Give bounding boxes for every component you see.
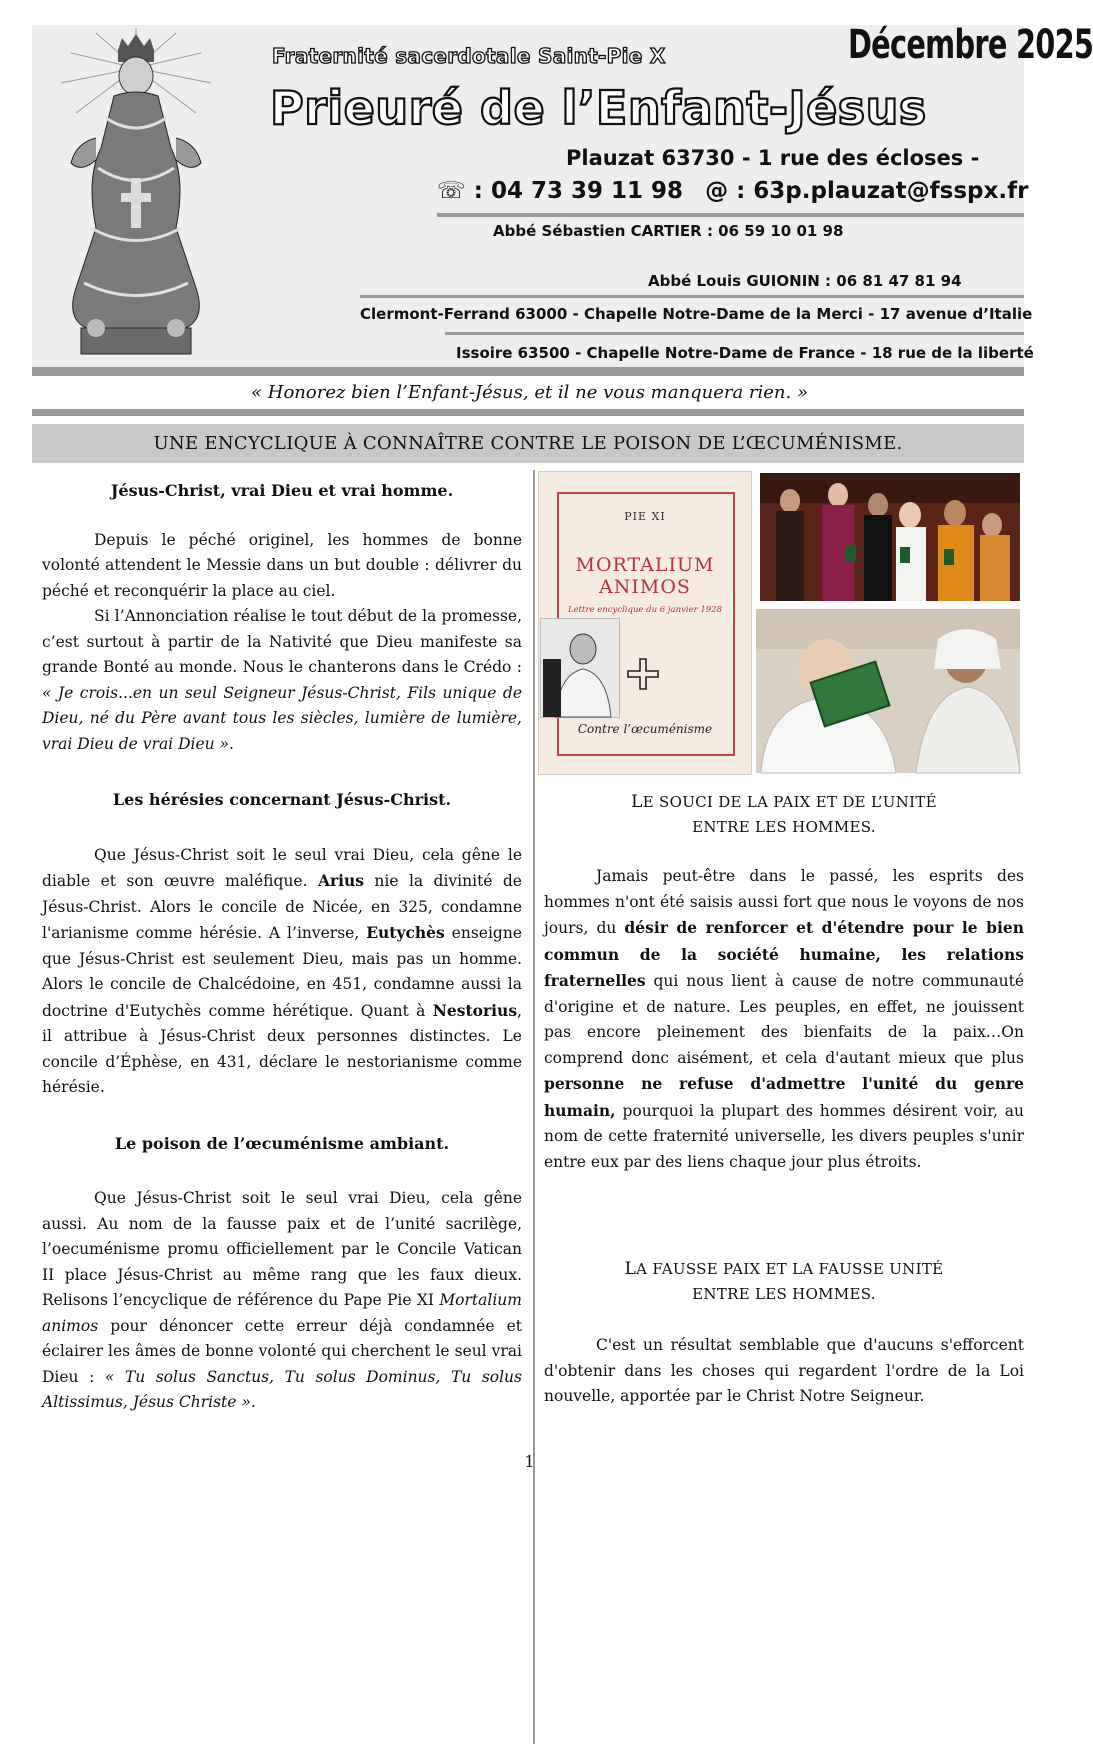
paragraph: Que Jésus-Christ soit le seul vrai Dieu, cela gêne aussi. Au nom de la fausse paix et de l’unité sacrilège, l’oecuménisme promu officiellement par le Concile Vatican II place Jésus-Christ au même rang que les faux dieux. Relisons l’encyclique de référence du Pape Pie XI Mortalium animos pour dénoncer cette erreur déjà condamnée et éclairer les âmes de bonne volonté qui cherchent le seul vrai Dieu : « Tu solus Sanctus, Tu solus Dominus, Tu solus Altissimus, Jésus Christe ».	[42, 1189, 522, 1411]
contact-line	[437, 178, 1028, 204]
right-column	[544, 864, 1024, 1175]
book-author: PIE XI	[624, 510, 666, 523]
organization-name: Fraternité sacerdotale Saint-Pie X	[272, 44, 666, 68]
heading-souci-paix: LE SOUCI DE LA PAIX ET DE L’UNITÉ ENTRE LES HOMMES.	[631, 792, 937, 836]
section-banner	[32, 424, 1024, 463]
banner-title: UNE ENCYCLIQUE À CONNAÎTRE CONTRE LE POISON DE L’ŒCUMÉNISME.	[153, 433, 903, 454]
paragraph: Si l’Annonciation réalise le tout début de la promesse, c’est surtout à partir de la Nativité que Dieu manifeste sa grande Bonté au monde. Nous le chanterons dans le Crédo : « Je crois...en un seul Seigneur Jésus-Christ, Fils unique de Dieu, né du Père avant tous les siècles, lumière de lumière, vrai Dieu de vrai Dieu ».	[42, 607, 522, 753]
paragraph: C'est un résultat semblable que d'aucuns s'efforcent d'obtenir dans les choses qui regardent l'ordre de la Loi nouvelle, apportée par le Christ Notre Seigneur.	[544, 1336, 1024, 1405]
book-caption: Contre l’œcuménisme	[577, 722, 713, 736]
motto: « Honorez bien l’Enfant-Jésus, et il ne vous manquera rien. »	[251, 382, 808, 403]
motto-divider	[32, 409, 1024, 416]
paragraph: Depuis le péché originel, les hommes de bonne volonté attendent le Messie dans un but double : délivrer du péché et reconquérir la place au ciel.	[42, 530, 522, 600]
phone-icon: ☏	[437, 178, 466, 204]
chapel-clermont: Clermont-Ferrand 63000 - Chapelle Notre-Dame de la Merci - 17 avenue d’Italie	[360, 305, 1033, 323]
book-title: MORTALIUM ANIMOS	[575, 554, 715, 598]
heading-heresies: Les hérésies concernant Jésus-Christ.	[112, 790, 452, 809]
interreligious-meeting-photo	[760, 473, 1020, 601]
pope-kissing-quran-photo	[756, 609, 1020, 773]
priory-title: Prieuré de l’Enfant-Jésus	[270, 81, 927, 135]
column-divider	[533, 470, 535, 1744]
right-column-lower	[544, 1333, 1024, 1410]
email-icon: @	[705, 178, 729, 204]
paragraph: Jamais peut-être dans le passé, les esprits des hommes n'ont été saisis aussi fort que nous le voyons de nos jours, du désir de renforcer et d'étendre pour le bien commun de la société humaine, les relations fraternelles qui nous lient à cause de notre communauté d'origine et de nature. Les peuples, en effet, ne jouissent pas encore pleinement des bienfaits de la paix…On comprend donc aisément, et cela d'autant mieux que plus personne ne refuse d'admettre l'unité du genre humain, pourquoi la plupart des hommes désirent voir, au nom de cette fraternité universelle, les divers peuples s'unir entre eux par des liens chaque jour plus étroits.	[544, 867, 1025, 1171]
header-divider	[437, 213, 1024, 217]
header-divider	[360, 295, 1024, 298]
pope-pius-xi-portrait	[540, 618, 620, 718]
heading-fausse-paix: LA FAUSSE PAIX ET LA FAUSSE UNITÉ ENTRE LES HOMMES.	[624, 1259, 944, 1303]
priory-address: Plauzat 63730 - 1 rue des écloses -	[566, 146, 980, 170]
issue-date: Décembre 2025	[848, 22, 1093, 68]
abbe-guionin-contact: Abbé Louis GUIONIN : 06 81 47 81 94	[648, 272, 962, 290]
paragraph: Que Jésus-Christ soit le seul vrai Dieu, cela gêne le diable et son œuvre maléfique. Arius nie la divinité de Jésus-Christ. Alors le concile de Nicée, en 325, condamne l'arianisme comme hérésie. A l’inverse, Eutychès enseigne que Jésus-Christ est seulement Dieu, mais pas un homme. Alors le concile de Chalcédoine, en 451, condamne aussi la doctrine d'Eutychès comme hérétique. Quant à Nestorius, il attribue à Jésus-Christ deux personnes distinctes. Le concile d’Éphèse, en 431, déclare le nestorianisme comme hérésie.	[42, 845, 522, 1096]
header-divider	[445, 332, 1024, 335]
chapel-issoire: Issoire 63500 - Chapelle Notre-Dame de France - 18 rue de la liberté	[456, 344, 1034, 362]
header-bottom-bar	[32, 367, 1024, 376]
abbe-cartier-contact: Abbé Sébastien CARTIER : 06 59 10 01 98	[493, 222, 844, 240]
left-column	[42, 478, 522, 1416]
phone-number[interactable]: : 04 73 39 11 98	[473, 178, 684, 204]
infant-jesus-statue-image	[36, 28, 236, 360]
heading-vrai-dieu: Jésus-Christ, vrai Dieu et vrai homme.	[110, 481, 454, 500]
book-subtitle: Lettre encyclique du 6 janvier 1928	[567, 605, 723, 615]
cross-icon	[627, 658, 659, 690]
page-number: 1	[524, 1452, 535, 1471]
heading-oecumenisme: Le poison de l’œcuménisme ambiant.	[114, 1133, 450, 1153]
email-address[interactable]: : 63p.plauzat@fsspx.fr	[736, 178, 1029, 204]
